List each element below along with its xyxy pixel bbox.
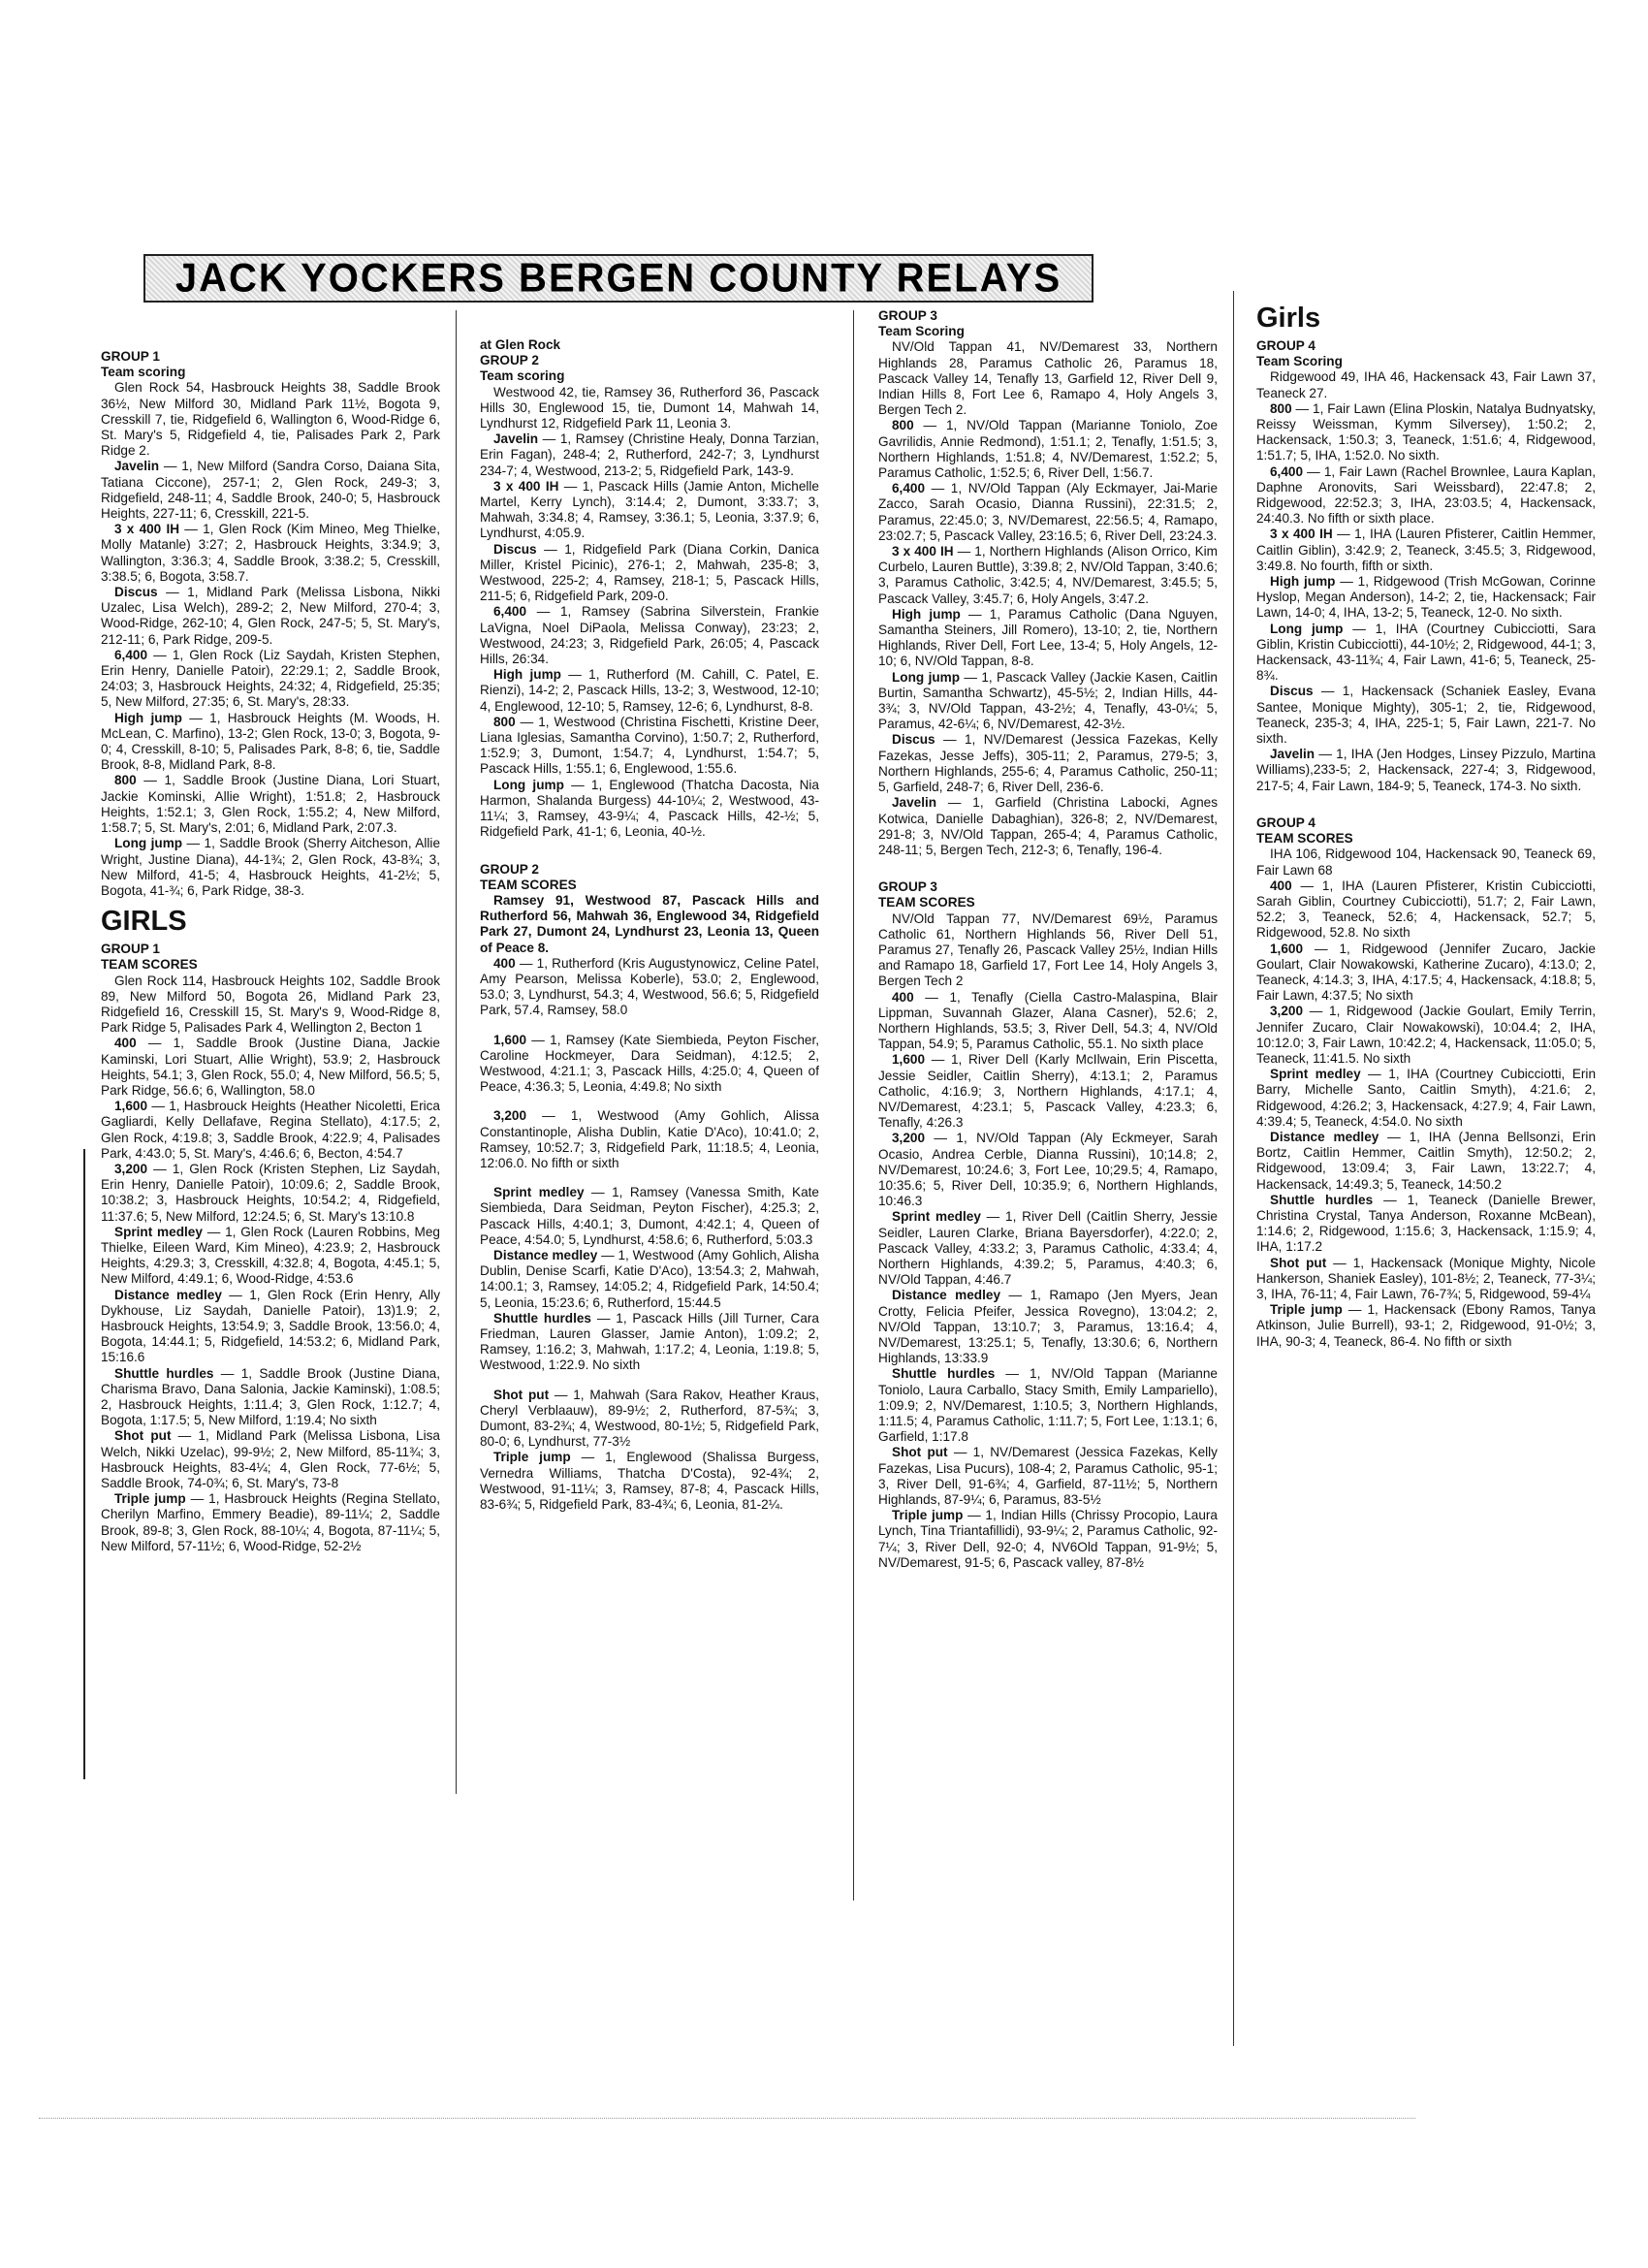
- result-paragraph: 1,600 — 1, Ridgewood (Jennifer Zucaro, Jackie Goulart, Clair Nowakowski, Katherine Zucaro), 4:13.0; 2, Teaneck, 4:14.3; 3, IHA, 4:17.5; 4, Hackensack, 4:18.8; 5, Fair Lawn, 4:37.5; No sixth: [1256, 941, 1596, 1004]
- result-paragraph: 1,600 — 1, River Dell (Karly McIlwain, Erin Piscetta, Jessie Seidler, Caitlin Sherry), 4:13.1; 2, Paramus Catholic, 4:16.9; 3, Northern Highlands, 4:17.1; 4, NV/Demarest, 4:23.1; 5, Pascack Valley, 4:23.3; 6, Tenafly, 4:26.3: [878, 1052, 1218, 1131]
- result-paragraph: 1,600 — 1, Ramsey (Kate Siembieda, Peyton Fischer, Caroline Hockmeyer, Dara Seidman), 4:12.5; 2, Westwood, 4:21.1; 3, Pascack Hills, 4:25.0; 4, Queen of Peace, 4:36.3; 5, Leonia, 4:49.8; No sixth: [480, 1032, 819, 1095]
- result-paragraph: 6,400 — 1, NV/Old Tappan (Aly Eckmayer, Jai-Marie Zacco, Sarah Ocasio, Dianna Russini), 22:31.5; 2, Paramus, 22:45.0; 3, NV/Demarest, 22:56.5; 4, Ramapo, 23:02.7; 5, Pascack Valley, 23:16.5; 6, River Dell, 23:24.3.: [878, 481, 1218, 543]
- result-paragraph: Long jump — 1, Pascack Valley (Jackie Kasen, Caitlin Burtin, Samantha Schwartz), 45-5½; 2, Indian Hills, 44-3¾; 3, NV/Old Tappan, 43-2½; 4, Tenafly, 43-0¼; 5, Paramus, 42-6¼; 6, NV/Demarest, 42-3½.: [878, 669, 1218, 732]
- spacer: [480, 1374, 819, 1388]
- event-name: High jump: [1270, 574, 1336, 590]
- event-name: 3,200: [114, 1161, 148, 1176]
- event-name: Long jump: [1270, 621, 1344, 636]
- result-paragraph: Javelin — 1, New Milford (Sandra Corso, Daiana Sita, Tatiana Ciccone), 257-1; 2, Glen Rock, 249-3; 3, Ridgefield, 248-11; 4, Saddle Brook, 240-0; 5, Hasbrouck Heights, 227-11; 6, Cresskill, 221-5.: [101, 459, 440, 522]
- event-name: Discus: [114, 585, 158, 600]
- event-name: 3 x 400 IH: [114, 522, 180, 537]
- spacer: [878, 858, 1218, 879]
- event-name: Distance medley: [493, 1247, 598, 1262]
- result-paragraph: Javelin — 1, IHA (Jen Hodges, Linsey Pizzulo, Martina Williams),233-5; 2, Hackensack, 227-4; 3, Ridgewood, 217-5; 4, Fair Lawn, 184-9; 5, Teaneck, 174-3. No sixth.: [1256, 747, 1596, 793]
- section-heading: GIRLS: [101, 906, 187, 938]
- result-paragraph: 3 x 400 IH — 1, Pascack Hills (Jamie Anton, Michelle Martel, Kerry Lynch), 3:14.4; 2, Dumont, 3:33.7; 3, Mahwah, 3:34.8; 4, Ramsey, 3:36.1; 5, Leonia, 3:37.9; 6, Lyndhurst, 4:05.9.: [480, 478, 819, 541]
- result-paragraph: Westwood 42, tie, Ramsey 36, Rutherford 36, Pascack Hills 30, Englewood 15, tie, Dumont 14, Mahwah 14, Lyndhurst 12, Ridgefield Park 11, Leonia 3.: [480, 384, 819, 431]
- event-name: 6,400: [892, 481, 926, 496]
- spacer: [1256, 794, 1596, 815]
- result-paragraph: Triple jump — 1, Englewood (Shalissa Burgess, Vernedra Williams, Thatcha D'Costa), 92-4¾; 2, Westwood, 91-11¼; 3, Ramsey, 87-8; 4, Pascack Hills, 83-6¾; 5, Ridgefield Park, 83-4¾; 6, Leonia, 81-2¼.: [480, 1450, 819, 1513]
- event-name: Javelin: [892, 795, 937, 811]
- column-divider: [1233, 291, 1234, 2046]
- event-name: Shuttle hurdles: [892, 1366, 996, 1382]
- event-name: 3 x 400 IH: [892, 544, 954, 559]
- result-paragraph: 400 — 1, Tenafly (Ciella Castro-Malaspina, Blair Lippman, Suvannah Glazer, Alana Casner), 52.6; 2, Northern Highlands, 53.5; 3, River Dell, 54.3; 4, NV/Old Tappan, 54.9; 5, Paramus Catholic, 55.1. No sixth place: [878, 989, 1218, 1052]
- result-paragraph: 400 — 1, IHA (Lauren Pfisterer, Kristin Cubicciotti, Sarah Giblin, Courtney Cubicciotti), 51.7; 2, Fair Lawn, 52.2; 3, Teaneck, 52.6; 4, Hackensack, 52.7; 5, Ridgewood, 52.8. No sixth: [1256, 878, 1596, 941]
- event-name: Discus: [892, 732, 935, 748]
- result-paragraph: High jump — 1, Paramus Catholic (Dana Nguyen, Samantha Steiners, Jill Romero), 13-10; 2, tie, Northern Highlands, River Dell, Fort Lee, 13-4; 5, Holy Angels, 12-10; 6, NV/Old Tappan, 8-8.: [878, 606, 1218, 669]
- event-name: 3,200: [493, 1108, 527, 1124]
- result-paragraph: Shot put — 1, Hackensack (Monique Mighty, Nicole Hankerson, Shaniek Easley), 101-8½; 2, Teaneck, 77-3¼; 3, IHA, 76-11; 4, Fair Lawn, 76-7¾; 5, Ridgewood, 59-4¼: [1256, 1255, 1596, 1301]
- group-heading: Team Scoring: [878, 324, 965, 339]
- event-name: Shot put: [493, 1387, 550, 1402]
- result-paragraph: NV/Old Tappan 77, NV/Demarest 69½, Paramus Catholic 61, Northern Highlands 56, River Dell 51, Paramus 27, Tenafly 26, Pascack Valley 25½, Indian Hills and Ramapo 18, Garfield 17, Fort Lee 14, Holy Angels 3, Bergen Tech 2: [878, 910, 1218, 989]
- result-paragraph: Shuttle hurdles — 1, Teaneck (Danielle Brewer, Christina Crystal, Tanya Anderson, Roxanne McBean), 1:14.6; 2, Ridgewood, 1:15.6; 3, Hackensack, 1:15.9; 4, IHA, 1:17.2: [1256, 1192, 1596, 1255]
- group-heading: GROUP 4: [1256, 338, 1315, 353]
- result-paragraph: Sprint medley — 1, Ramsey (Vanessa Smith, Kate Siembieda, Dara Seidman, Peyton Fischer), 4:25.3; 2, Pascack Hills, 4:40.1; 3, Dumont, 4:42.1; 4, Queen of Peace, 4:54.0; 5, Lyndhurst, 4:58.6; 6, Rutherford, 5:03.3: [480, 1185, 819, 1247]
- event-name: Distance medley: [114, 1287, 222, 1302]
- result-paragraph: 800 — 1, Fair Lawn (Elina Ploskin, Natalya Budnyatsky, Reissy Weissman, Kymm Silversey), 1:50.2; 2, Hackensack, 1:50.3; 3, Teaneck, 1:51.6; 4, Ridgewood, 1:51.7; 5, IHA, 1:52.0. No sixth.: [1256, 400, 1596, 463]
- result-paragraph: Distance medley — 1, IHA (Jenna Bellsonzi, Erin Bortz, Caitlin Hemmer, Caitlin Smyth), 12:50.2; 2, Ridgewood, 13:09.4; 3, Fair Lawn, 13:22.7; 4, Hackensack, 14:49.3; 5, Teaneck, 14:50.2: [1256, 1129, 1596, 1192]
- result-paragraph: Distance medley — 1, Ramapo (Jen Myers, Jean Crotty, Felicia Pfeifer, Jessica Rovegno), 13:04.2; 2, NV/Old Tappan, 13:10.7; 3, Paramus, 13:16.4; 4, NV/Demarest, 13:25.1; 5, Tenafly, 13:30.6; 6, Northern Highlands, 13:33.9: [878, 1288, 1218, 1366]
- group-heading: Team scoring: [101, 365, 186, 380]
- event-name: High jump: [114, 710, 182, 725]
- event-name: 400: [114, 1036, 137, 1051]
- result-paragraph: 3 x 400 IH — 1, IHA (Lauren Pfisterer, Caitlin Hemmer, Caitlin Giblin), 3:42.9; 2, Teaneck, 3:45.5; 3, Ridgewood, 3:49.8. No fourth, fifth or sixth.: [1256, 527, 1596, 573]
- event-name: Javelin: [493, 431, 539, 447]
- event-name: Sprint medley: [493, 1185, 585, 1200]
- result-paragraph: 800 — 1, Westwood (Christina Fischetti, Kristine Deer, Liana Iglesias, Samantha Corvino), 1:50.7; 2, Rutherford, 1:52.9; 3, Dumont, 1:54.7; 4, Lyndhurst, 1:54.7; 5, Pascack Hills, 1:55.1; 6, Englewood, 1:55.6.: [480, 714, 819, 777]
- event-name: Javelin: [114, 459, 160, 474]
- event-name: Sprint medley: [1270, 1067, 1361, 1082]
- event-name: Long jump: [114, 836, 183, 851]
- result-paragraph: Shot put — 1, Mahwah (Sara Rakov, Heather Kraus, Cheryl Verblaauw), 89-9½; 2, Rutherford, 87-5¾; 3, Dumont, 83-2¾; 4, Westwood, 80-1½; 5, Ridgefield Park, 80-0; 6, Lyndhurst, 77-3½: [480, 1387, 819, 1450]
- event-name: 1,600: [892, 1052, 926, 1068]
- result-paragraph: 3,200 — 1, Glen Rock (Kristen Stephen, Liz Saydah, Erin Henry, Danielle Patoir), 10:09.6; 2, Saddle Brook, 10:38.2; 3, Hasbrouck Heights, 10:54.2; 4, Ridgefield, 11:37.6; 5, New Milford, 12:24.5; 6, St. Mary's 13:10.8: [101, 1161, 440, 1224]
- spacer: [480, 1095, 819, 1108]
- event-name: Distance medley: [892, 1288, 1001, 1303]
- group-heading: GROUP 1: [101, 349, 160, 364]
- event-name: Shuttle hurdles: [114, 1365, 214, 1381]
- event-name: Triple jump: [1270, 1302, 1343, 1318]
- result-paragraph: 400 — 1, Rutherford (Kris Augustynowicz, Celine Patel, Amy Pearson, Melissa Koberle), 53.0; 2, Englewood, 53.0; 3, Lyndhurst, 54.3; 4, Westwood, 56.6; 5, Ridgefield Park, 57.4, Ramsey, 58.0: [480, 955, 819, 1018]
- result-paragraph: Discus — 1, NV/Demarest (Jessica Fazekas, Kelly Fazekas, Jesse Jeffs), 305-11; 2, Paramus, 279-5; 3, Northern Highlands, 255-6; 4, Paramus Catholic, 250-11; 5, Garfield, 248-7; 6, River Dell, 236-6.: [878, 732, 1218, 795]
- event-name: Triple jump: [114, 1491, 186, 1507]
- result-paragraph: Discus — 1, Hackensack (Schaniek Easley, Evana Santee, Monique Mighty), 305-1; 2, tie, Ridgewood, Teaneck, 235-3; 4, IHA, 225-1; 5, Fair Lawn, 221-7. No sixth.: [1256, 684, 1596, 747]
- event-name: Triple jump: [493, 1450, 571, 1465]
- event-name: Shot put: [1270, 1255, 1327, 1270]
- page-banner: [143, 254, 1093, 303]
- result-paragraph: Long jump — 1, Saddle Brook (Sherry Aitcheson, Allie Wright, Justine Diana), 44-1¾; 2, Glen Rock, 43-8¾; 3, New Milford, 41-5; 4, Hasbrouck Heights, 41-2½; 5, Bogota, 41-¾; 6, Park Ridge, 38-3.: [101, 836, 440, 898]
- event-name: 400: [493, 955, 516, 971]
- result-paragraph: 6,400 — 1, Glen Rock (Liz Saydah, Kristen Stephen, Erin Henry, Danielle Patoir), 22:29.1; 2, Saddle Brook, 24:03; 3, Hasbrouck Heights, 24:32; 4, Ridgefield, 25:35; 5, New Milford, 27:35; 6, St. Mary's, 28:33.: [101, 647, 440, 710]
- result-paragraph: Shot put — 1, Midland Park (Melissa Lisbona, Lisa Welch, Nikki Uzelac), 99-9½; 2, New Milford, 85-11¾; 3, Hasbrouck Heights, 83-4¼; 4, Glen Rock, 77-6½; 5, Saddle Brook, 74-0¾; 6, St. Mary's, 73-8: [101, 1428, 440, 1491]
- group-heading: Team scoring: [480, 368, 565, 384]
- result-paragraph: 3 x 400 IH — 1, Northern Highlands (Alison Orrico, Kim Curbelo, Lauren Buttle), 3:39.8; 2, NV/Old Tappan, 3:40.6; 3, Paramus Catholic, 3:42.5; 4, NV/Demarest, 3:45.5; 5, Pascack Valley, 3:45.7; 6, Holy Angels, 3:47.2.: [878, 544, 1218, 606]
- spacer: [480, 1171, 819, 1185]
- result-paragraph: Triple jump — 1, Hackensack (Ebony Ramos, Tanya Atkinson, Julie Burrell), 93-1; 2, Ridgewood, 91-0½; 3, IHA, 90-3; 4, Teaneck, 86-4. No fifth or sixth: [1256, 1302, 1596, 1349]
- result-paragraph: 6,400 — 1, Ramsey (Sabrina Silverstein, Frankie LaVigna, Noel DiPaola, Melissa Conway), 23:23; 2, Westwood, 24:23; 3, Ridgefield Park, 26:05; 4, Pascack Hills, 26:34.: [480, 604, 819, 667]
- result-paragraph: Triple jump — 1, Indian Hills (Chrissy Procopio, Laura Lynch, Tina Triantafillidi), 93-9¼; 2, Paramus Catholic, 92-7¼; 3, River Dell, 92-0; 4, NV6Old Tappan, 91-9½; 5, NV/Demarest, 91-5; 6, Pascack valley, 87-8½: [878, 1508, 1218, 1570]
- event-name: 3,200: [892, 1131, 926, 1146]
- group-heading: TEAM SCORES: [1256, 831, 1353, 847]
- event-name: Discus: [1270, 684, 1314, 699]
- group-heading: GROUP 2: [480, 861, 539, 877]
- event-name: 400: [892, 989, 914, 1005]
- group-heading: GROUP 2: [480, 353, 539, 368]
- event-name: 800: [493, 714, 516, 729]
- event-name: High jump: [493, 667, 561, 683]
- event-name: 3,200: [1270, 1004, 1304, 1019]
- section-rule: [83, 1149, 85, 1779]
- page-bottom-rule: [39, 2118, 1415, 2120]
- results-column-4: [1256, 296, 1596, 1508]
- event-name: Distance medley: [1270, 1129, 1379, 1144]
- event-name: Shot put: [892, 1445, 948, 1460]
- result-paragraph: Javelin — 1, Garfield (Christina Labocki, Agnes Kotwica, Danielle Dabaghian), 326-8; 2, NV/Demarest, 291-8; 3, NV/Old Tappan, 265-4; 4, Paramus Catholic, 248-11; 5, Bergen Tech, 212-3; 6, Tenafly, 196-4.: [878, 795, 1218, 857]
- group-heading: TEAM SCORES: [480, 877, 577, 892]
- event-name: 6,400: [493, 604, 527, 620]
- result-paragraph: Long jump — 1, Englewood (Thatcha Dacosta, Nia Harmon, Shalanda Burgess) 44-10¼; 2, Westwood, 43-11¼; 3, Ramsey, 43-9¼; 4, Pascack Hills, 42-½; 5, Ridgefield Park, 41-1; 6, Leonia, 40-½.: [480, 777, 819, 840]
- result-paragraph: Distance medley — 1, Glen Rock (Erin Henry, Ally Dykhouse, Liz Saydah, Danielle Patoir), 13)1.9; 2, Hasbrouck Heights, 13:54.9; 3, Saddle Brook, 13:56.0; 4, Bogota, 14:44.1; 5, Ridgefield, 14:53.2; 6, Midland Park, 15:16.6: [101, 1287, 440, 1365]
- event-name: Shuttle hurdles: [1270, 1192, 1374, 1207]
- result-paragraph: Javelin — 1, Ramsey (Christine Healy, Donna Tarzian, Erin Fagan), 248-4; 2, Rutherford, 242-7; 3, Lyndhurst 234-7; 4, Westwood, 213-2; 5, Ridgefield Park, 143-9.: [480, 431, 819, 478]
- result-paragraph: Discus — 1, Midland Park (Melissa Lisbona, Nikki Uzalec, Lisa Welch), 289-2; 2, New Milford, 270-4; 3, Wood-Ridge, 262-10; 4, Glen Rock, 247-5; 5, St. Mary's, 212-11; 6, Park Ridge, 209-5.: [101, 585, 440, 647]
- event-name: Triple jump: [892, 1508, 964, 1523]
- result-paragraph: 400 — 1, Saddle Brook (Justine Diana, Jackie Kaminski, Lori Stuart, Allie Wright), 53.9; 2, Hasbrouck Heights, 54.1; 3, Glen Rock, 55.0; 4, New Milford, 56.5; 5, Park Ridge, 56.6; 6, Wallington, 58.0: [101, 1036, 440, 1098]
- group-heading: at Glen Rock: [480, 337, 561, 352]
- event-name: 1,600: [114, 1099, 148, 1114]
- column-divider: [853, 310, 854, 1901]
- result-paragraph: 6,400 — 1, Fair Lawn (Rachel Brownlee, Laura Kaplan, Daphne Aronovits, Sari Weissbard), 22:47.8; 2, Ridgewood, 22:52.3; 3, IHA, 23:03.5; 4, Hackensack, 24:40.3. No fifth or sixth place.: [1256, 463, 1596, 527]
- event-name: 6,400: [1270, 463, 1304, 479]
- result-paragraph: 800 — 1, Saddle Brook (Justine Diana, Lori Stuart, Jackie Kominski, Allie Wright), 1:51.8; 2, Hasbrouck Heights, 1:52.1; 3, Glen Rock, 1:55.2; 4, New Milford, 1:58.7; 5, St. Mary's, 2:01; 6, Midland Park, 2:07.3.: [101, 773, 440, 836]
- result-paragraph: IHA 106, Ridgewood 104, Hackensack 90, Teaneck 69, Fair Lawn 68: [1256, 847, 1596, 878]
- result-paragraph: Distance medley — 1, Westwood (Amy Gohlich, Alisha Dublin, Denise Scarfi, Katie D'Aco), 13:54.3; 2, Mahwah, 14:00.1; 3, Ramsey, 14:05.2; 4, Ridgefield Park, 14:50.4; 5, Leonia, 15:23.6; 6, Rutherford, 15:44.5: [480, 1247, 819, 1310]
- event-name: Long jump: [493, 777, 564, 792]
- event-name: 800: [892, 418, 914, 433]
- event-name: Long jump: [892, 669, 961, 685]
- spacer: [480, 841, 819, 862]
- event-name: 800: [114, 773, 137, 788]
- event-name: Sprint medley: [892, 1209, 981, 1225]
- event-name: Discus: [493, 541, 537, 557]
- result-paragraph: NV/Old Tappan 41, NV/Demarest 33, Northern Highlands 28, Paramus Catholic 26, Paramus 18, Pascack Valley 14, Tenafly 13, Garfield 12, River Dell 9, Indian Hills 8, Fort Lee 6, Ramapo 4, Holy Angels 3, Bergen Tech 2.: [878, 339, 1218, 418]
- result-paragraph: Ridgewood 49, IHA 46, Hackensack 43, Fair Lawn 37, Teaneck 27.: [1256, 369, 1596, 400]
- event-name: 1,600: [493, 1032, 527, 1047]
- result-paragraph: Sprint medley — 1, Glen Rock (Lauren Robbins, Meg Thielke, Eileen Ward, Kim Mineo), 4:23.9; 2, Hasbrouck Heights, 4:29.3; 3, Cresskill, 4:32.8; 4, Bogota, 4:45.1; 5, New Milford, 4:49.1; 6, Wood-Ridge, 4:53.6: [101, 1224, 440, 1287]
- result-paragraph: High jump — 1, Ridgewood (Trish McGowan, Corinne Hyslop, Megan Anderson), 14-2; 2, tie, Hackensack; Fair Lawn, 14-0; 4, IHA, 13-2; 5, Teaneck, 12-0. No sixth.: [1256, 574, 1596, 621]
- event-name: 6,400: [114, 647, 148, 662]
- result-paragraph: Sprint medley — 1, River Dell (Caitlin Sherry, Jessie Seidler, Lauren Clarke, Briana Bayersdorfer), 4:22.0; 2, Pascack Valley, 4:33.2; 3, Paramus Catholic, 4:33.4; 4, Northern Highlands, 4:39.2; 5, Paramus, 4:40.3; 6, NV/Old Tappan, 4:46.7: [878, 1209, 1218, 1288]
- result-paragraph: High jump — 1, Hasbrouck Heights (M. Woods, H. McLean, C. Marfino), 13-2; Glen Rock, 13-0; 3, Bogota, 9-0; 4, Cresskill, 8-10; 5, Palisades Park, 8-8; 6, tie, Saddle Brook, 8-8, Midland Park, 8-8.: [101, 710, 440, 773]
- group-heading: GROUP 3: [878, 879, 937, 895]
- event-name: 400: [1270, 878, 1292, 893]
- event-name: 3 x 400 IH: [493, 478, 559, 494]
- group-heading: TEAM SCORES: [101, 957, 198, 973]
- event-name: 1,600: [1270, 941, 1304, 956]
- result-paragraph: Glen Rock 114, Hasbrouck Heights 102, Saddle Brook 89, New Milford 50, Bogota 26, Midland Park 23, Ridgefield 16, Cresskill 15, St. Mary's 9, Wood-Ridge 8, Park Ridge 5, Palisades Park 4, Wellington 2, Becton 1: [101, 973, 440, 1036]
- result-paragraph: Triple jump — 1, Hasbrouck Heights (Regina Stellato, Cherilyn Marfino, Emmery Beadie), 89-11¼; 2, Saddle Brook, 89-8; 3, Glen Rock, 88-10¼; 4, Bogota, 87-11¼; 5, New Milford, 57-11½; 6, Wood-Ridge, 52-2½: [101, 1491, 440, 1553]
- section-heading: Girls: [1256, 303, 1321, 334]
- team-scores-paragraph: Ramsey 91, Westwood 87, Pascack Hills and Rutherford 56, Mahwah 36, Englewood 34, Ridgefield Park 27, Dumont 24, Lyndhurst 23, Leonia 13, Queen of Peace 8.: [480, 892, 819, 955]
- event-name: Sprint medley: [114, 1224, 203, 1239]
- result-paragraph: 3,200 — 1, NV/Old Tappan (Aly Eckmeyer, Sarah Ocasio, Andrea Cerble, Dianna Russini), 10;14.8; 2, NV/Demarest, 10:24.6; 3, Fort Lee, 10;29.5; 4, Ramapo, 10:35.6; 5, River Dell, 10:35.9; 6, Northern Highlands, 10:46.3: [878, 1131, 1218, 1209]
- results-column-1: [101, 349, 440, 1774]
- result-paragraph: 800 — 1, NV/Old Tappan (Marianne Toniolo, Zoe Gavrilidis, Annie Redmond), 1:51.1; 2, Tenafly, 1:51.5; 3, Northern Highlands, 1:51.8; 4, NV/Demarest, 1:52.2; 5, Paramus Catholic, 1:52.5; 6, River Dell, 1:56.7.: [878, 418, 1218, 481]
- event-name: High jump: [892, 606, 961, 622]
- group-heading: GROUP 1: [101, 942, 160, 957]
- result-paragraph: 3,200 — 1, Westwood (Amy Gohlich, Alissa Constantinople, Alisha Dublin, Katie D'Aco), 10:41.0; 2, Ramsey, 10:52.7; 3, Ridgefield Park, 11:18.5; 4, Leonia, 12:06.0. No fifth or sixth: [480, 1108, 819, 1170]
- event-name: Shot put: [114, 1428, 172, 1444]
- results-column-3: [878, 308, 1218, 2054]
- group-heading: TEAM SCORES: [878, 895, 975, 910]
- group-heading: GROUP 3: [878, 308, 937, 323]
- result-paragraph: High jump — 1, Rutherford (M. Cahill, C. Patel, E. Rienzi), 14-2; 2, Pascack Hills, 13-2; 3, Westwood, 12-10; 4, Englewood, 12-10; 5, Ramsey, 12-6; 6, Lyndhurst, 8-8.: [480, 667, 819, 714]
- result-paragraph: Sprint medley — 1, IHA (Courtney Cubicciotti, Erin Barry, Michelle Santo, Caitlin Smyth), 4:21.6; 2, Ridgewood, 4:26.2; 3, Hackensack, 4:27.9; 4, Fair Lawn, 4:39.4; 5, Teaneck, 4:54.0. No sixth: [1256, 1067, 1596, 1129]
- result-paragraph: Shot put — 1, NV/Demarest (Jessica Fazekas, Kelly Fazekas, Lisa Pucurs), 108-4; 2, Paramus Catholic, 95-1; 3, River Dell, 91-6¾; 4, Garfield, 87-11½; 5, Northern Highlands, 87-9¼; 6, Paramus, 83-5½: [878, 1445, 1218, 1508]
- event-name: Javelin: [1270, 747, 1315, 762]
- result-paragraph: 3,200 — 1, Ridgewood (Jackie Goulart, Emily Terrin, Jennifer Zucaro, Clair Nowakowski), 10:04.4; 2, IHA, 10:12.0; 3, Fair Lawn, 10:42.2; 4, Hackensack, 11:05.0; 5, Teaneck, 11:41.5. No sixth: [1256, 1004, 1596, 1066]
- result-paragraph: Long jump — 1, IHA (Courtney Cubicciotti, Sara Giblin, Kristin Cubicciotti), 44-10½; 2, Ridgewood, 44-1; 3, Hackensack, 43-11¾; 4, Fair Lawn, 41-6; 5, Teaneck, 25-8¾.: [1256, 621, 1596, 684]
- result-paragraph: Shuttle hurdles — 1, Pascack Hills (Jill Turner, Cara Friedman, Lauren Glasser, Jamie Anton), 1:09.2; 2, Ramsey, 1:16.2; 3, Mahwah, 1:17.2; 4, Leonia, 1:19.8; 5, Westwood, 1:22.9. No sixth: [480, 1310, 819, 1373]
- group-heading: GROUP 4: [1256, 815, 1315, 830]
- spacer: [480, 1019, 819, 1033]
- event-name: Shuttle hurdles: [493, 1310, 591, 1326]
- banner-title: JACK YOCKERS BERGEN COUNTY RELAYS: [174, 255, 1062, 301]
- results-column-2: [480, 337, 819, 1899]
- result-paragraph: Shuttle hurdles — 1, NV/Old Tappan (Marianne Toniolo, Laura Carballo, Stacy Smith, Emily Lampariello), 1:09.9; 2, NV/Demarest, 1:10.5; 3, Northern Highlands, 1:11.5; 4, Paramus Catholic, 1:11.7; 5, Fort Lee, 1:13.1; 6, Garfield, 1:17.8: [878, 1366, 1218, 1445]
- column-divider: [456, 310, 457, 1794]
- group-heading: Team Scoring: [1256, 354, 1343, 369]
- event-name: 3 x 400 IH: [1270, 527, 1333, 542]
- result-paragraph: 3 x 400 IH — 1, Glen Rock (Kim Mineo, Meg Thielke, Molly Matanle) 3:27; 2, Hasbrouck Heights, 3:34.9; 3, Wallington, 3:36.3; 4, Saddle Brook, 3:38.2; 5, Cresskill, 3:38.5; 6, Bogota, 3:58.7.: [101, 522, 440, 584]
- result-paragraph: 1,600 — 1, Hasbrouck Heights (Heather Nicoletti, Erica Gagliardi, Kelly Dellafave, Regina Stellato), 4:17.5; 2, Glen Rock, 4:19.8; 3, Saddle Brook, 4:22.9; 4, Palisades Park, 4:43.0; 5, St. Mary's, 4:46.6; 6, Becton, 4:54.7: [101, 1099, 440, 1161]
- event-name: 800: [1270, 400, 1292, 416]
- result-paragraph: Glen Rock 54, Hasbrouck Heights 38, Saddle Brook 36½, New Milford 30, Midland Park 11½, Bogota 9, Cresskill 7, tie, Ridgefield 6, Wallington 6, Wood-Ridge 6, St. Mary's 5, Ridgefield 4, tie, Palisades Park 2, Park Ridge 2.: [101, 380, 440, 459]
- result-paragraph: Discus — 1, Ridgefield Park (Diana Corkin, Danica Miller, Kristel Picinic), 276-1; 2, Mahwah, 235-8; 3, Westwood, 225-2; 4, Ramsey, 218-1; 5, Pascack Hills, 211-5; 6, Ridgefield Park, 209-0.: [480, 541, 819, 604]
- result-paragraph: Shuttle hurdles — 1, Saddle Brook (Justine Diana, Charisma Bravo, Dana Salonia, Jackie Kaminski), 1:08.5; 2, Hasbrouck Heights, 1:11.4; 3, Glen Rock, 1:12.7; 4, Bogota, 1:17.5; 5, New Milford, 1:19.4; No sixth: [101, 1365, 440, 1428]
